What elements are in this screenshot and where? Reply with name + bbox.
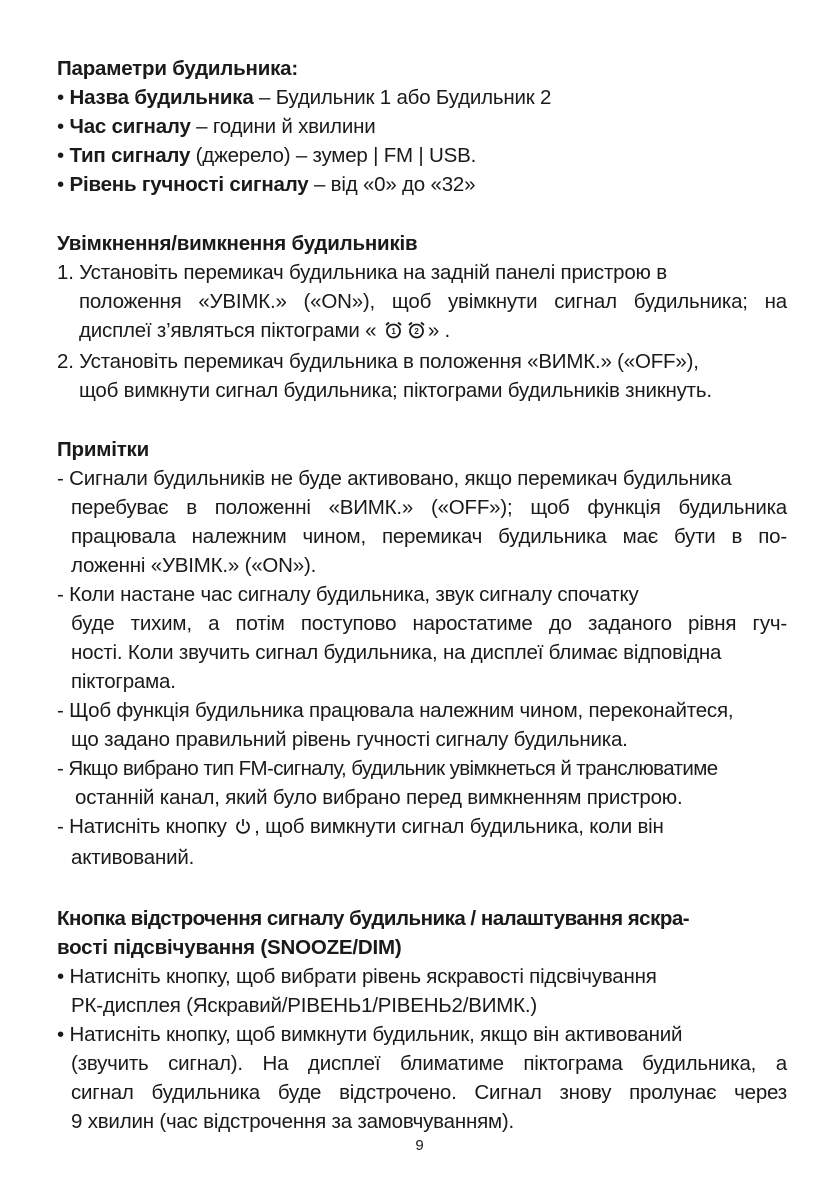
- alarm-clock-2-icon: [407, 318, 426, 347]
- section-title-snooze: Кнопка відстрочення сигналу будильника / налаштування яскра-: [57, 907, 690, 930]
- list-item: • Рівень гучності сигналу – від «0» до «32»: [57, 173, 476, 196]
- note-line: - Коли настане час сигналу будильника, звук сигналу спочатку: [57, 583, 639, 606]
- list-item: • Час сигналу – години й хвилини: [57, 115, 376, 138]
- list-item: • Назва будильника – Будильник 1 або Будильник 2: [57, 86, 552, 109]
- section-title-snooze: вості підсвічування (SNOOZE/DIM): [57, 936, 402, 959]
- note-line: - Натисніть кнопку , щоб вимкнути сигнал будильника, коли він: [57, 812, 787, 843]
- manual-page: [57, 54, 787, 1136]
- list-item: • Тип сигналу (джерело) – зумер | FM | USB.: [57, 144, 477, 167]
- alarm-clock-1-icon: [384, 318, 403, 347]
- note-line: - Якщо вибрано тип FM-сигналу, будильник увімкнеться й транслюватиме: [57, 757, 718, 780]
- snooze-bullet-line: РК-дисплея (Яскравий/РІВЕНЬ1/РІВЕНЬ2/ВИМК.): [71, 994, 537, 1017]
- note-line: ності. Коли звучить сигнал будильника, на дисплеї блимає відповідна: [71, 641, 722, 664]
- note-line: буде тихим, а потім поступово наростатиме до заданого рівня гуч-: [71, 612, 787, 635]
- note-line: - Щоб функція будильника працювала належним чином, переконайтеся,: [57, 699, 734, 722]
- note-line: що задано правильний рівень гучності сигналу будильника.: [71, 728, 628, 751]
- section-title-params: Параметри будильника:: [57, 57, 299, 80]
- svg-text:1: 1: [391, 327, 396, 336]
- step-2-line: щоб вимкнути сигнал будильника; піктограми будильників зникнуть.: [79, 379, 712, 402]
- section-title-onoff: Увімкнення/вимкнення будильників: [57, 232, 418, 255]
- note-line: активований.: [71, 846, 195, 869]
- note-line: працювала належним чином, перемикач будильника має бути в по-: [71, 525, 787, 548]
- note-line: піктограма.: [71, 670, 176, 693]
- step-1-line: 1. Установіть перемикач будильника на задній панелі пристрою в: [57, 261, 667, 284]
- note-line: - Сигнали будильників не буде активовано, якщо перемикач будильника: [57, 467, 732, 490]
- snooze-bullet-line: • Натисніть кнопку, щоб вимкнути будильник, якщо він активований: [57, 1023, 683, 1046]
- page-number: 9: [415, 1137, 424, 1154]
- note-line: ложенні «УВІМК.» («ON»).: [71, 554, 317, 577]
- step-1-line: дисплеї з’являться піктограми « 1 2 » .: [57, 316, 787, 347]
- svg-text:2: 2: [414, 327, 419, 336]
- note-line: перебуває в положенні «ВИМК.» («OFF»); щоб функція будильника: [71, 496, 787, 519]
- step-2-line: 2. Установіть перемикач будильника в положення «ВИМК.» («OFF»),: [57, 350, 699, 373]
- snooze-bullet-line: сигнал будильника буде відстрочено. Сигнал знову пролунає через: [71, 1081, 787, 1104]
- snooze-bullet-line: • Натисніть кнопку, щоб вибрати рівень яскравості підсвічування: [57, 965, 657, 988]
- snooze-bullet-line: 9 хвилин (час відстрочення за замовчуванням).: [71, 1110, 515, 1133]
- step-1-line: положення «УВІМК.» («ON»), щоб увімкнути сигнал будильника; на: [79, 290, 787, 313]
- snooze-bullet-line: (звучить сигнал). На дисплеї блиматиме піктограма будильника, а: [71, 1052, 787, 1075]
- power-icon: [234, 814, 252, 843]
- section-title-notes: Примітки: [57, 438, 150, 461]
- note-line: останній канал, який було вибрано перед вимкненням пристрою.: [75, 786, 683, 809]
